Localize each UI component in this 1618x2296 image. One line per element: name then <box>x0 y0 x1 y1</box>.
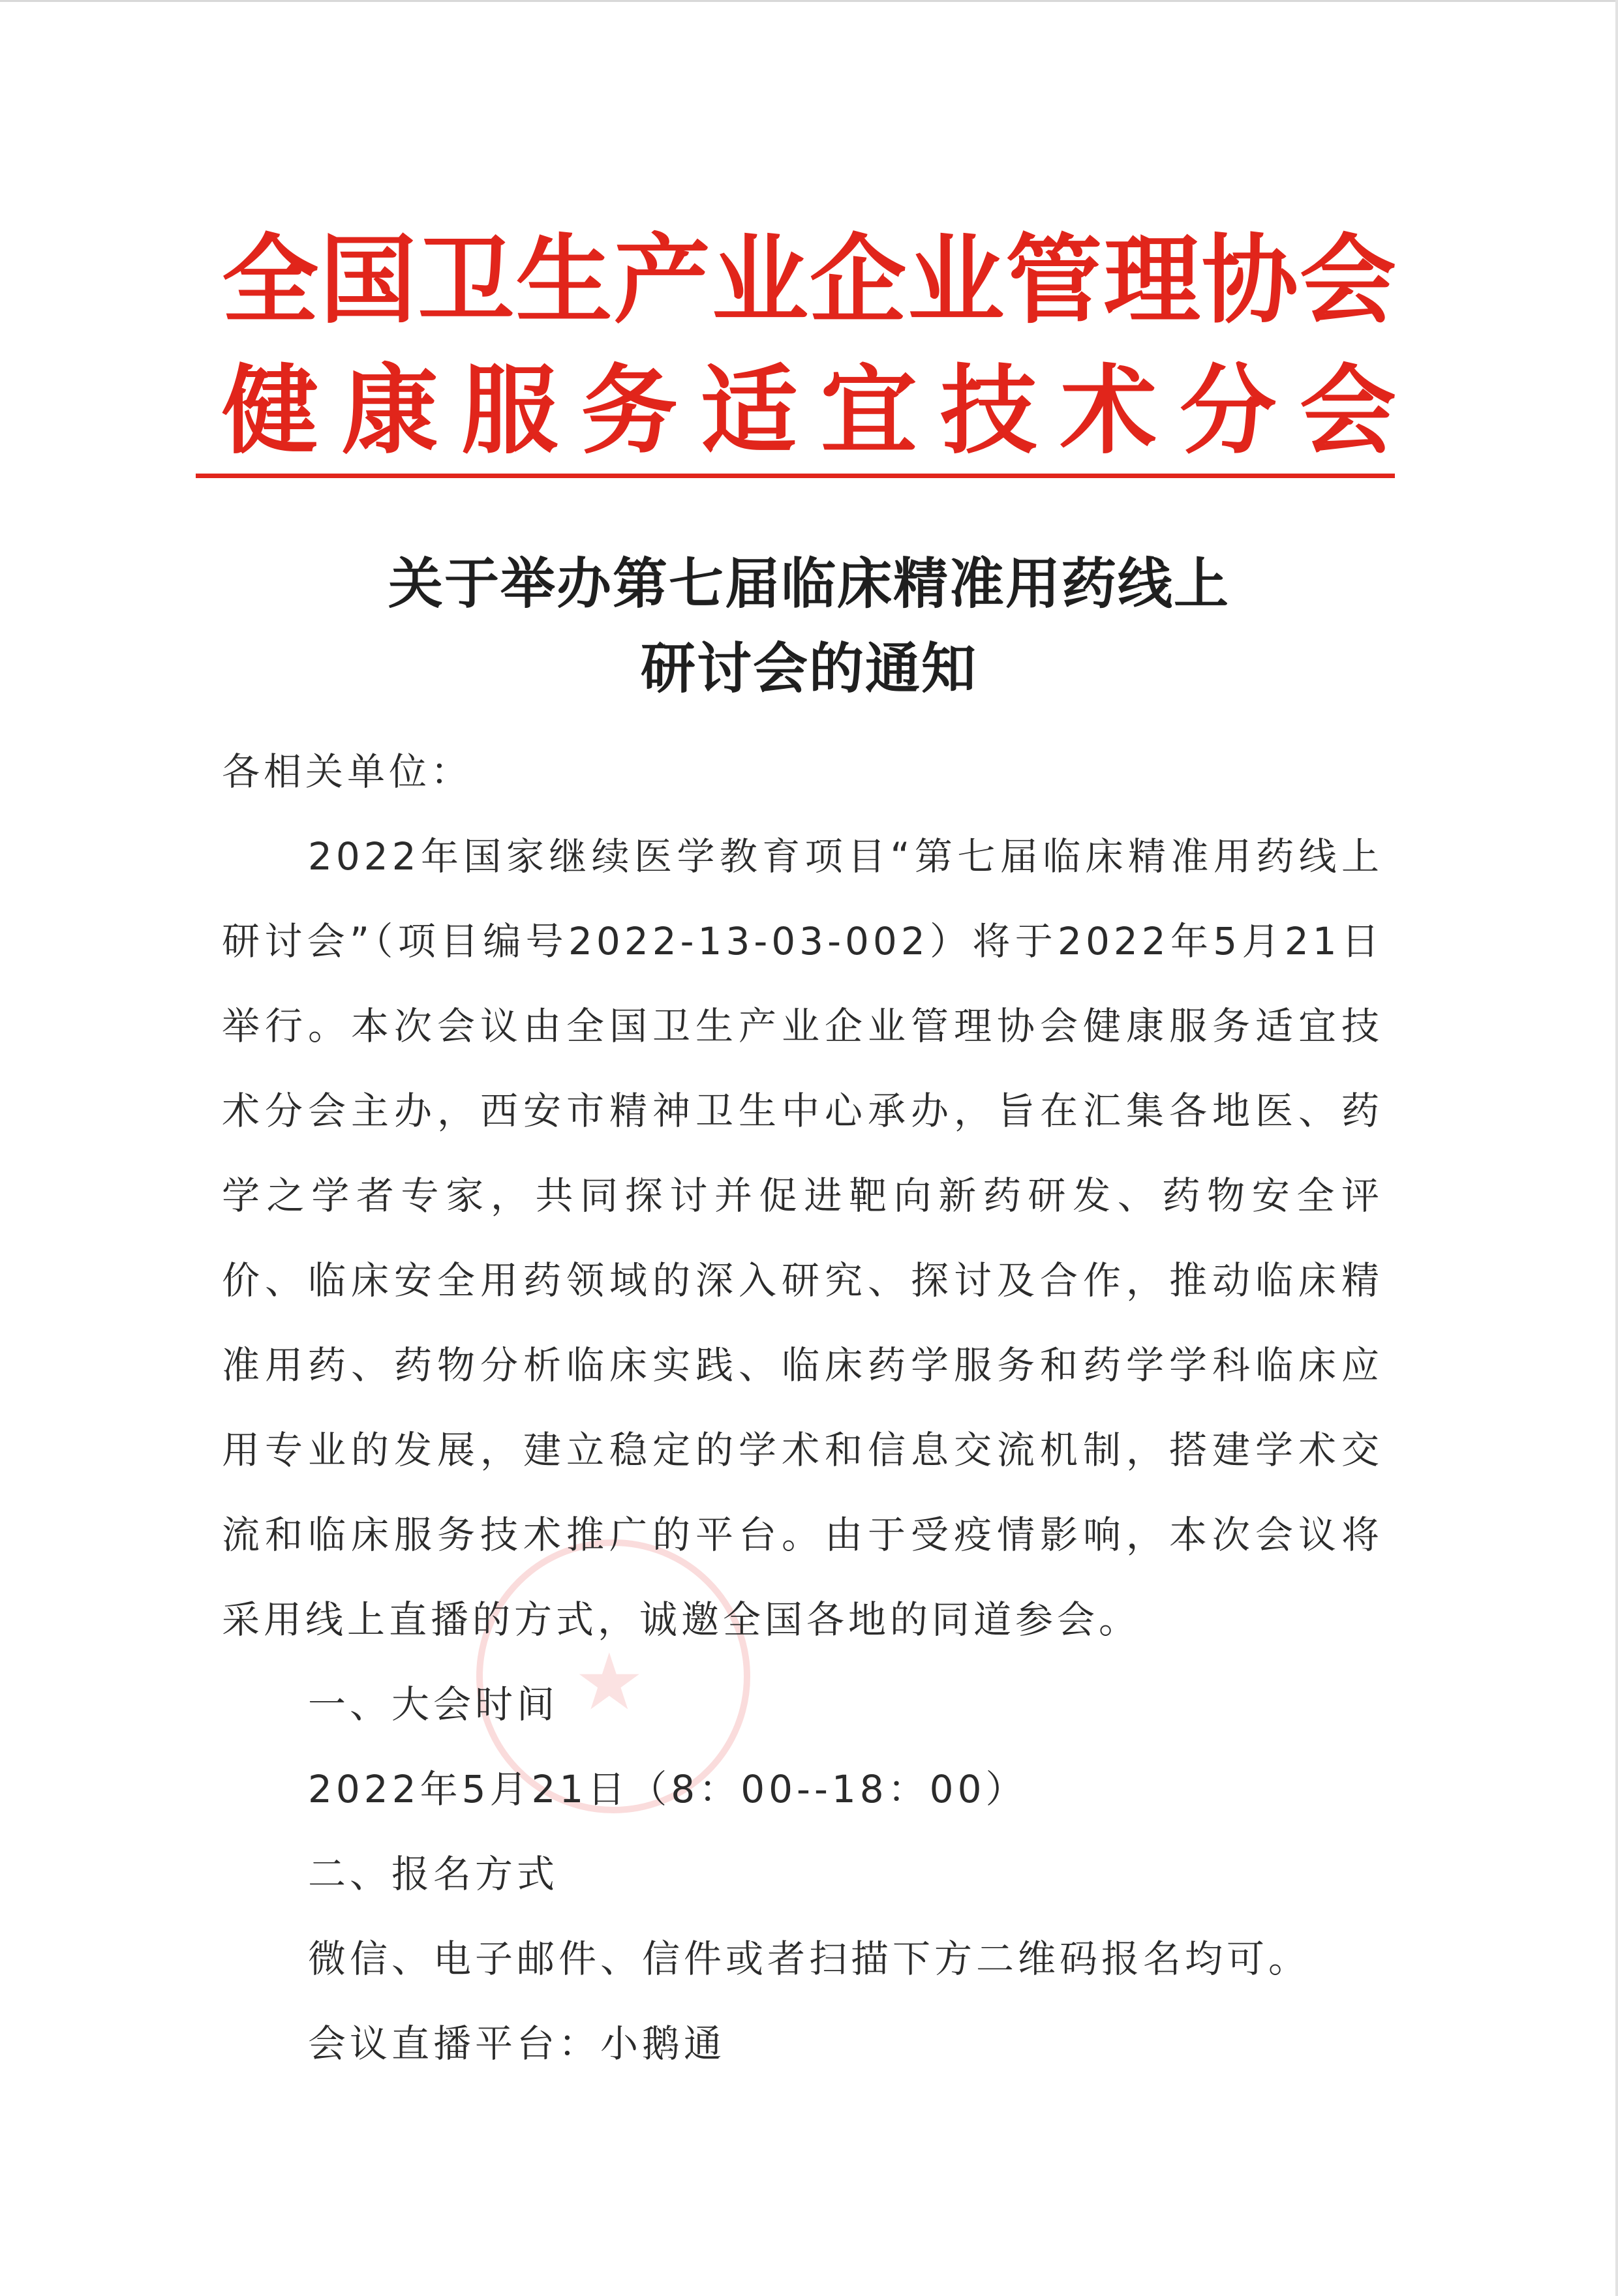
salutation: 各相关单位： <box>222 749 473 794</box>
section-heading-registration: 二、报名方式 <box>308 1852 559 1896</box>
scan-edge-top <box>0 0 1618 2</box>
letterhead-char: 协 <box>1201 224 1298 337</box>
letterhead-char: 术 <box>1060 355 1157 467</box>
document-title <box>0 541 1618 711</box>
letterhead-char: 业 <box>908 224 1005 337</box>
letterhead-char: 务 <box>581 355 678 467</box>
letterhead-char: 康 <box>341 355 438 467</box>
letterhead-red-rule <box>196 474 1395 478</box>
document-title-line-1: 关于举办第七届临床精准用药线上 <box>388 551 1230 616</box>
document-body <box>222 729 1383 2086</box>
letterhead-char: 技 <box>940 355 1037 467</box>
section-content-time: 2022年5月21日（8：00--18：00） <box>308 1767 1028 1811</box>
seal-star-icon: ★ <box>574 1637 645 1728</box>
letterhead-line-1 <box>222 222 1396 339</box>
live-platform-line: 会议直播平台：小鹅通 <box>308 2021 726 2066</box>
letterhead-char: 会 <box>1299 224 1396 337</box>
letterhead-char: 会 <box>1299 355 1396 467</box>
letterhead-char: 国 <box>320 224 417 337</box>
section-heading-time: 一、大会时间 <box>308 1682 559 1727</box>
letterhead-char: 管 <box>1005 224 1103 337</box>
letterhead <box>0 222 1618 470</box>
letterhead-char: 健 <box>222 355 318 467</box>
letterhead-line-2 <box>222 352 1396 470</box>
letterhead-char: 业 <box>711 224 808 337</box>
letterhead-char: 全 <box>222 224 318 337</box>
letterhead-char: 理 <box>1103 224 1200 337</box>
letterhead-char: 分 <box>1180 355 1277 467</box>
letterhead-char: 产 <box>613 224 710 337</box>
document-title-line-2: 研讨会的通知 <box>640 636 977 701</box>
letterhead-char: 宜 <box>820 355 917 467</box>
letterhead-char: 卫 <box>418 224 515 337</box>
letterhead-char: 适 <box>701 355 798 467</box>
letterhead-char: 生 <box>515 224 613 337</box>
body-paragraph: 2022年国家继续医学教育项目“第七届临床精准用药线上研讨会”（项目编号2022-13-03-002）将于2022年5月21日举行。本次会议由全国卫生产业企业管理协会健康服务适宜技术分会主办，西安市精神卫生中心承办，旨在汇集各地医、药学之学者专家，共同探讨并促进靶向新药研发、药物安全评价、临床安全用药领域的深入研究、探讨及合作，推动临床精准用药、药物分析临床实践、临床药学服务和药学学科临床应用专业的发展，建立稳定的学术和信息交流机制，搭建学术交流和临床服务技术推广的平台。由于受疫情影响，本次会议将采用线上直播的方式，诚邀全国各地的同道参会。 <box>222 834 1383 1642</box>
section-content-registration: 微信、电子邮件、信件或者扫描下方二维码报名均可。 <box>308 1937 1311 1981</box>
letterhead-char: 企 <box>810 224 907 337</box>
letterhead-char: 服 <box>461 355 558 467</box>
